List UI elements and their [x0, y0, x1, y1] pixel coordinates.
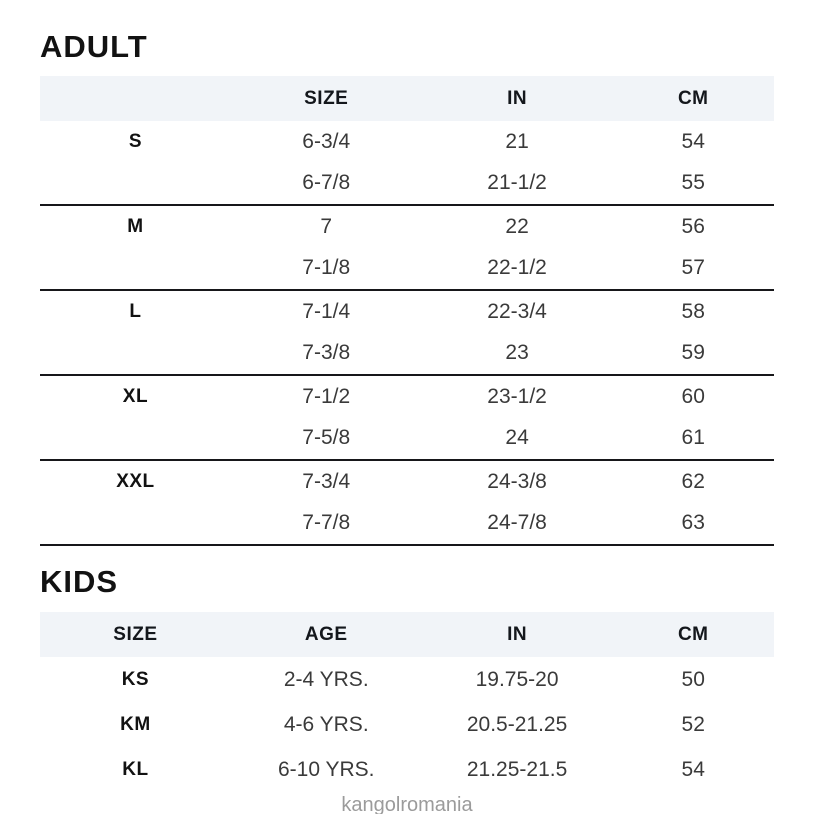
in-value: 21-1/2 [487, 171, 547, 195]
kids-header-size: SIZE [113, 623, 158, 645]
cm-value: 60 [681, 384, 705, 408]
adult-section-title: ADULT [40, 29, 148, 64]
adult-group-xl [40, 376, 774, 461]
table-row [40, 121, 774, 163]
kids-section-title: KIDS [40, 564, 119, 599]
in-value: 19.75-20 [475, 667, 559, 691]
in-value: 20.5-21.25 [466, 712, 568, 736]
kids-header-cm: CM [677, 623, 709, 645]
size-value: 6-3/4 [302, 129, 351, 153]
size-value: 7-1/4 [302, 299, 351, 323]
cm-value: 54 [681, 129, 705, 153]
adult-size-table [40, 76, 774, 546]
size-value: 6-7/8 [302, 171, 351, 195]
table-row [40, 657, 774, 702]
table-row [40, 163, 774, 205]
cm-value: 58 [681, 299, 705, 323]
adult-header-size: SIZE [304, 87, 349, 109]
cm-value: 50 [681, 667, 705, 691]
size-label: L [129, 300, 142, 322]
size-value: 7-7/8 [302, 511, 351, 535]
cm-value: 61 [681, 426, 705, 450]
in-value: 24-3/8 [487, 469, 547, 493]
adult-header-cm: CM [677, 87, 709, 109]
size-label: KM [120, 713, 151, 735]
size-value: 7-1/8 [302, 256, 351, 280]
cm-value: 59 [681, 341, 705, 365]
size-label: KL [122, 758, 149, 780]
size-value: 7-1/2 [302, 384, 351, 408]
size-label: XXL [116, 470, 155, 492]
table-row [40, 702, 774, 747]
size-label: KS [121, 668, 150, 690]
cm-value: 57 [681, 256, 705, 280]
kids-table-header [40, 612, 774, 657]
table-row [40, 418, 774, 460]
cm-value: 55 [681, 171, 705, 195]
adult-group-xxl [40, 461, 774, 546]
in-value: 23 [505, 341, 529, 365]
in-value: 22-1/2 [487, 256, 547, 280]
table-row [40, 206, 774, 248]
kids-header-age: AGE [304, 623, 348, 645]
cm-value: 62 [681, 469, 705, 493]
in-value: 24-7/8 [487, 511, 547, 535]
adult-group-l [40, 291, 774, 376]
cm-value: 56 [681, 214, 705, 238]
size-label: M [127, 215, 144, 237]
table-row [40, 747, 774, 792]
table-row [40, 333, 774, 375]
in-value: 22-3/4 [487, 299, 547, 323]
cm-value: 52 [681, 712, 705, 736]
age-value: 2-4 YRS. [283, 667, 369, 691]
adult-group-m [40, 206, 774, 291]
age-value: 4-6 YRS. [283, 712, 369, 736]
table-row [40, 376, 774, 418]
watermark-text: kangolromania [341, 794, 473, 814]
age-value: 6-10 YRS. [277, 757, 375, 781]
size-value: 7-3/8 [302, 341, 351, 365]
table-row [40, 461, 774, 503]
cm-value: 63 [681, 511, 705, 535]
table-row [40, 291, 774, 333]
adult-group-s [40, 121, 774, 206]
in-value: 21 [505, 129, 529, 153]
size-value: 7-5/8 [302, 426, 351, 450]
table-row [40, 248, 774, 290]
size-label: XL [122, 385, 149, 407]
in-value: 24 [505, 426, 529, 450]
size-value: 7-3/4 [302, 469, 351, 493]
table-row [40, 503, 774, 545]
size-value: 7 [320, 214, 333, 238]
in-value: 22 [505, 214, 529, 238]
in-value: 23-1/2 [487, 384, 547, 408]
cm-value: 54 [681, 757, 705, 781]
adult-table-header [40, 76, 774, 121]
adult-header-in: IN [507, 87, 528, 109]
kids-header-in: IN [507, 623, 528, 645]
in-value: 21.25-21.5 [466, 757, 568, 781]
size-label: S [128, 130, 142, 152]
kids-size-table [40, 612, 774, 792]
